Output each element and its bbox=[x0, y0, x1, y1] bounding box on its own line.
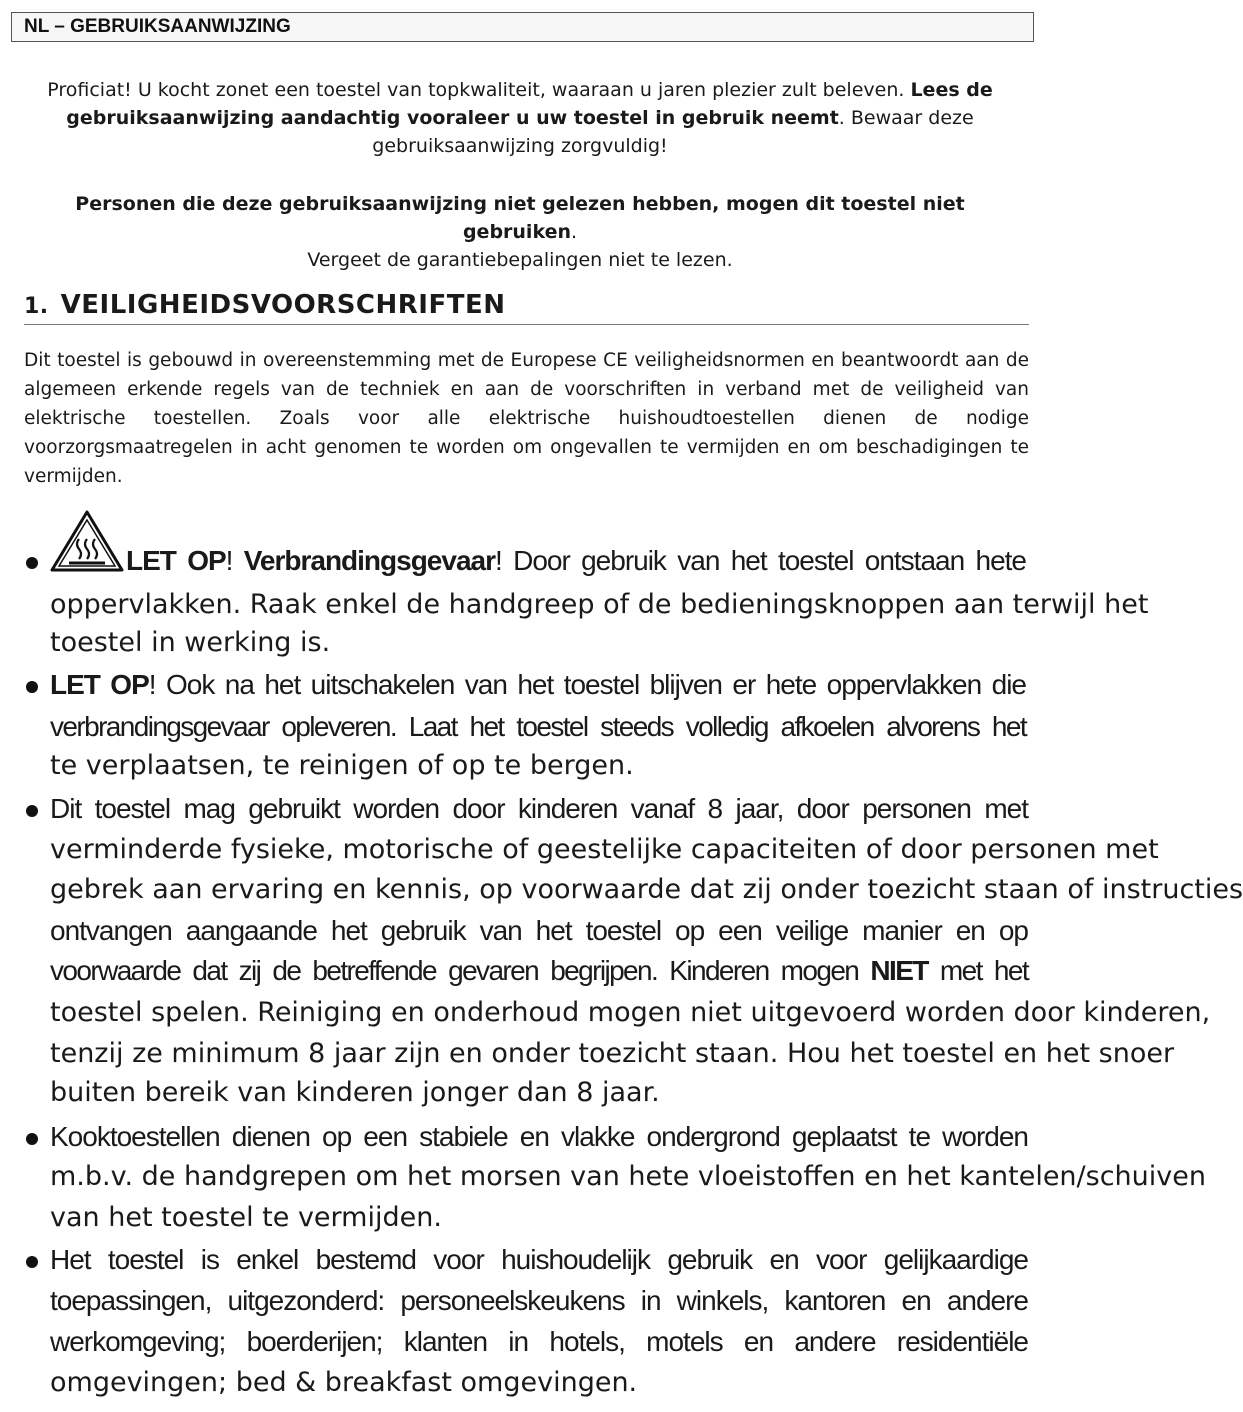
bullet3-line1: Dit toestel mag gebruikt worden door kinderen vanaf 8 jaar, door personen met bbox=[50, 793, 1028, 824]
bullet3-line2: verminderde fysieke, motorische of geestelijke capaciteiten of door personen met bbox=[50, 834, 1159, 865]
let-op-label: LET OP bbox=[126, 545, 226, 576]
niet-emphasis: NIET bbox=[870, 955, 928, 986]
guarantee-note: Vergeet de garantiebepalingen niet te lezen. bbox=[307, 249, 733, 271]
bullet5-line1: Het toestel is enkel bestemd voor huishoudelijk gebruik en voor gelijkaardige bbox=[50, 1244, 1028, 1275]
warning-bold-text: Personen die deze gebruiksaanwijzing niet gelezen hebben, mogen dit toestel niet gebruiken bbox=[75, 193, 965, 243]
section-title: VEILIGHEIDSVOORSCHRIFTEN bbox=[60, 290, 506, 320]
burn-hazard-label: Verbrandingsgevaar bbox=[243, 545, 495, 576]
bullet3-line4: ontvangen aangaande het gebruik van het toestel op een veilige manier en op bbox=[50, 915, 1028, 946]
bullet3-line5-text: voorwaarde dat zij de betreffende gevaren begrijpen. Kinderen mogen bbox=[50, 955, 871, 986]
bullet-dot bbox=[26, 1256, 38, 1268]
bullet1-line2: oppervlakken. Raak enkel de handgreep of de bedieningsknoppen aan terwijl het bbox=[50, 589, 1149, 620]
bullet5-line3: werkomgeving; boerderijen; klanten in hotels, motels en andere residentiële bbox=[50, 1326, 1028, 1357]
bullet1-line1 bbox=[126, 541, 1026, 581]
bullet2-line1-text: ! Ook na het uitschakelen van het toestel blijven er hete oppervlakken die bbox=[148, 669, 1026, 700]
bullet-dot bbox=[26, 805, 38, 817]
bullet5-line2: toepassingen, uitgezonderd: personeelskeukens in winkels, kantoren en andere bbox=[50, 1285, 1028, 1316]
bullet3-line8: buiten bereik van kinderen jonger dan 8 jaar. bbox=[50, 1077, 660, 1108]
bullet-dot bbox=[26, 557, 38, 569]
bullet2-line1 bbox=[50, 665, 1026, 705]
bullet3-line7: tenzij ze minimum 8 jaar zijn en onder toezicht staan. Hou het toestel en het snoer bbox=[50, 1038, 1175, 1069]
let-op-label: LET OP bbox=[50, 669, 149, 700]
warning-period: . bbox=[571, 221, 578, 243]
section-number: 1. bbox=[24, 294, 49, 319]
bullet4-line3: van het toestel te vermijden. bbox=[50, 1202, 442, 1233]
intro-bold-text: Lees de gebruiksaanwijzing aandachtig vooraleer u uw toestel in gebruik neemt bbox=[66, 79, 993, 129]
bullet4-line2: m.b.v. de handgrepen om het morsen van hete vloeistoffen en het kantelen/schuiven bbox=[50, 1161, 1206, 1192]
intro-text: Proficiat! U kocht zonet een toestel van topkwaliteit, waaraan u jaren plezier zult beleven. bbox=[47, 79, 911, 101]
bullet1-punct: ! bbox=[225, 545, 244, 576]
bullet2-line2: verbrandingsgevaar opleveren. Laat het toestel steeds volledig afkoelen alvorens het bbox=[50, 711, 1026, 742]
intro-text-end: . Bewaar deze gebruiksaanwijzing zorgvuldig! bbox=[372, 107, 974, 157]
bullet5-line4: omgevingen; bed & breakfast omgevingen. bbox=[50, 1367, 638, 1398]
document-header: NL – GEBRUIKSAANWIJZING bbox=[11, 12, 1034, 42]
bullet1-line1-text: ! Door gebruik van het toestel ontstaan hete bbox=[495, 545, 1026, 576]
bullet3-line3: gebrek aan ervaring en kennis, op voorwaarde dat zij onder toezicht staan of instructies bbox=[50, 874, 1243, 905]
bullet3-line5 bbox=[50, 951, 1028, 991]
bullet3-line6: toestel spelen. Reiniging en onderhoud mogen niet uitgevoerd worden door kinderen, bbox=[50, 997, 1211, 1028]
bullet4-line1: Kooktoestellen dienen op een stabiele en vlakke ondergrond geplaatst te worden bbox=[50, 1121, 1028, 1152]
bullet2-line3: te verplaatsen, te reinigen of op te bergen. bbox=[50, 750, 634, 781]
bullet3-line5-end: met het bbox=[927, 955, 1028, 986]
bullet-dot bbox=[26, 1133, 38, 1145]
bullet1-line3: toestel in werking is. bbox=[50, 627, 331, 658]
bullet-dot bbox=[26, 681, 38, 693]
section-body: Dit toestel is gebouwd in overeenstemming met de Europese CE veiligheidsnormen en beantwoordt aan de algemeen erkende regels van de techniek en aan de voorschriften in verband met de veiligheid van elektrische toestellen. Zoals voor alle elektrische huishoudtoestellen dienen de nodige voorzorgsmaatregelen in acht genomen te worden om ongevallen te vermijden en om beschadigingen te vermijden. bbox=[24, 350, 1029, 487]
